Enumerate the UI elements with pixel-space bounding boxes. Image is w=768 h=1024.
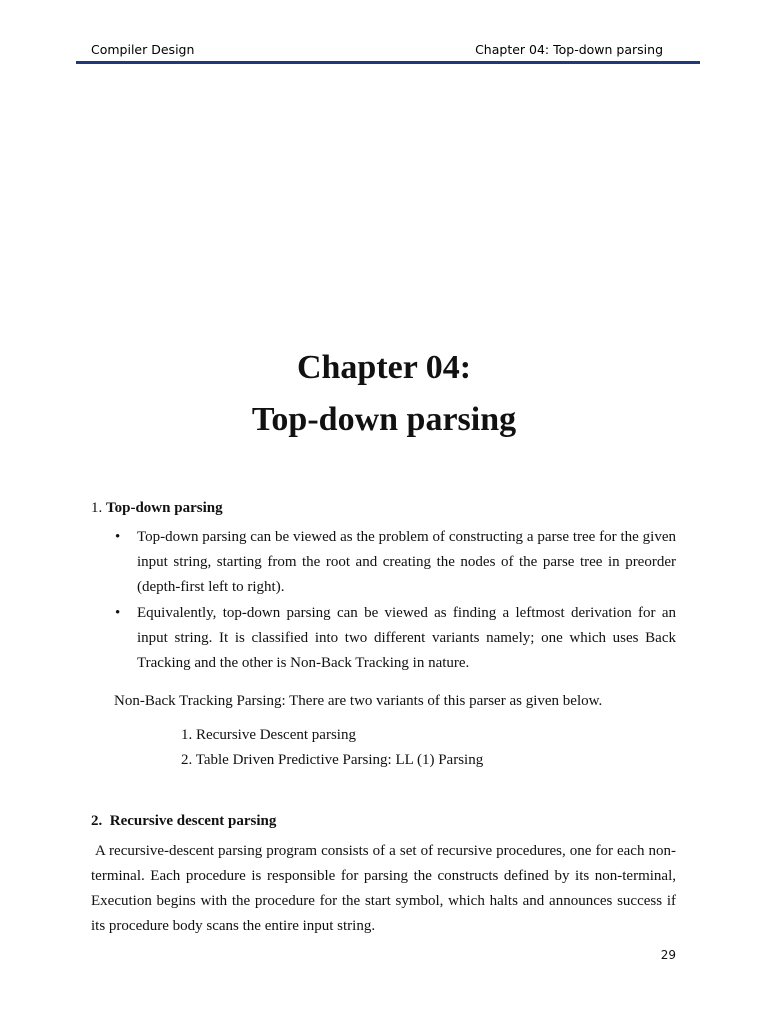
parser-variants-list <box>181 723 483 773</box>
header-rule <box>76 61 700 64</box>
chapter-title-line1: Chapter 04: <box>296 349 472 386</box>
header-chapter-title: Chapter 04: Top-down parsing <box>475 42 663 57</box>
section1-title: Top-down parsing <box>106 500 223 516</box>
section2-paragraph: A recursive-descent parsing program consists of a set of recursive procedures, one for each non-terminal. Each procedure is responsible for parsing the constructs defined by its non-terminal, Execution begins with the procedure for the start symbol, which halts and announces success if its procedure body scans the entire input string. <box>91 843 676 934</box>
section1-bullet-list <box>113 525 676 676</box>
section2-heading <box>91 813 276 830</box>
chapter-title <box>0 342 768 446</box>
section1-number: 1 <box>91 500 99 516</box>
section2-number: 2. <box>91 813 103 829</box>
section2-title: Recursive descent parsing <box>109 813 277 829</box>
variant-item: 2. Table Driven Predictive Parsing: LL (1) Parsing <box>181 752 484 768</box>
non-back-tracking-paragraph: Non-Back Tracking Parsing: There are two variants of this parser as given below. <box>114 693 603 709</box>
page-number: 29 <box>660 948 676 962</box>
section1-heading: 1. Top-down parsing <box>91 500 223 516</box>
bullet-item: • Equivalently, top-down parsing can be viewed as finding a leftmost derivation for an input string. It is classified into two different variants namely; one which uses Back Tracking and the other is Non-Back Tracking in nature. <box>113 601 676 676</box>
variant-item: 1. Recursive Descent parsing <box>181 727 356 743</box>
bullet-item: • Top-down parsing can be viewed as the problem of constructing a parse tree for the given input string, starting from the root and creating the nodes of the parse tree in preorder (depth-first left to right). <box>113 525 676 600</box>
header-book-title: Compiler Design <box>91 42 195 57</box>
chapter-title-line2: Top-down parsing <box>251 401 517 438</box>
